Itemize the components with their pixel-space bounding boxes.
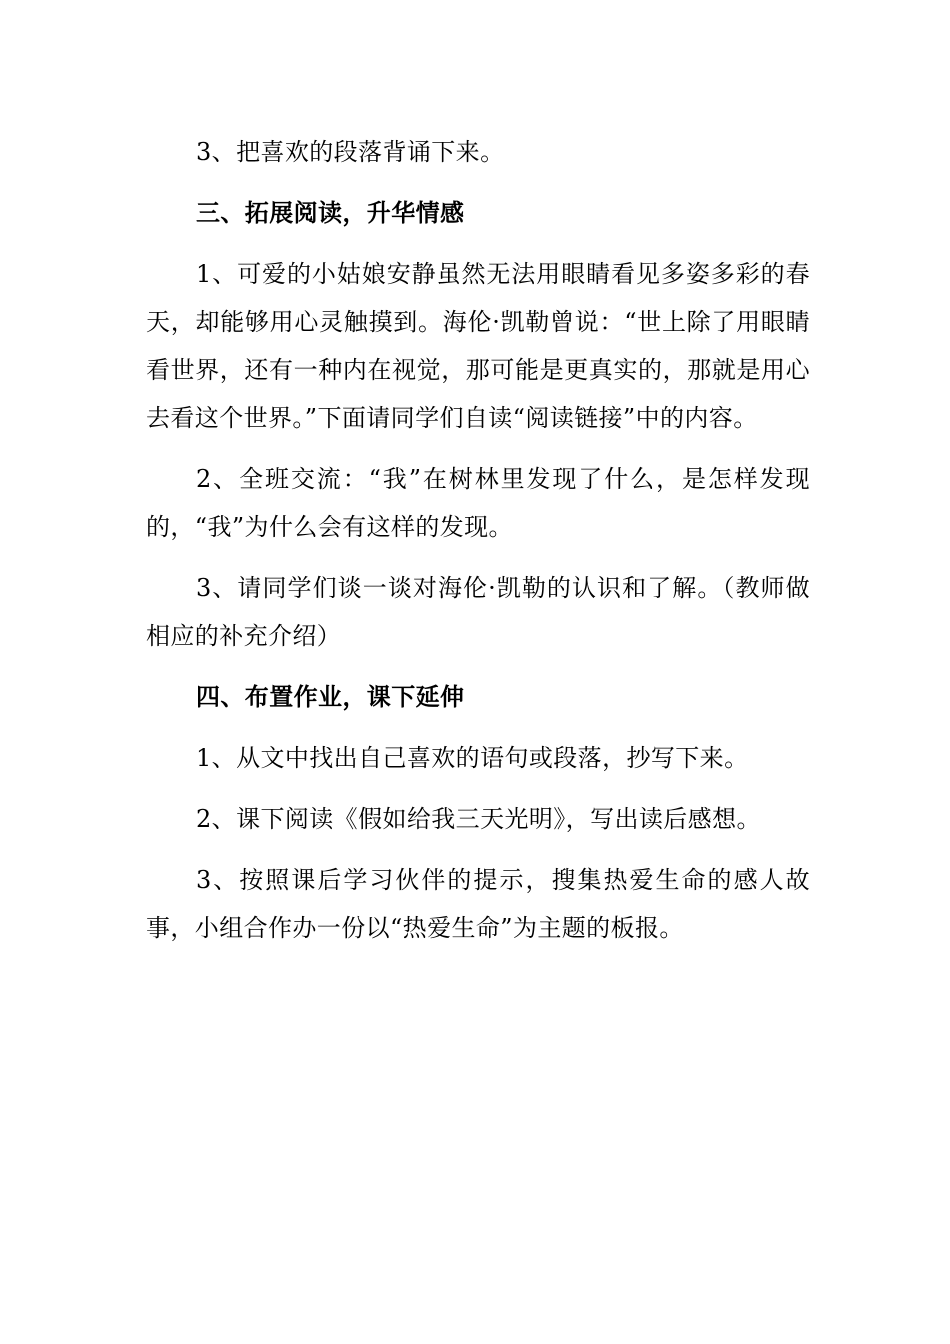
section-heading-extended-reading: 三、拓展阅读，升华情感 xyxy=(196,199,465,227)
item-collect-stories: 3、按照课后学习伙伴的提示，搜集热爱生命的感人故事，小组合作办一份以“热爱生命”为主题的板报。 xyxy=(146,866,810,942)
item-class-discussion: 2、全班交流：“我”在树林里发现了什么，是怎样发现的，“我”为什么会有这样的发现。 xyxy=(146,465,810,541)
item-reading-link-intro: 1、可爱的小姑娘安静虽然无法用眼睛看见多姿多彩的春天，却能够用心灵触摸到。海伦·凯勒曾说：“世上除了用眼睛看世界，还有一种内在视觉，那可能是更真实的，那就是用心去看这个世界。”下面请同学们自读“阅读链接”中的内容。 xyxy=(146,260,810,432)
item-copy-sentences: 1、从文中找出自己喜欢的语句或段落，抄写下来。 xyxy=(196,744,749,772)
item-recite-paragraph: 3、把喜欢的段落背诵下来。 xyxy=(196,138,505,166)
item-read-book: 2、课下阅读《假如给我三天光明》，写出读后感想。 xyxy=(196,805,761,833)
section-heading-homework: 四、布置作业，课下延伸 xyxy=(196,683,465,711)
item-helen-keller-discussion: 3、请同学们谈一谈对海伦·凯勒的认识和了解。（教师做相应的补充介绍） xyxy=(146,574,810,650)
document-body xyxy=(146,128,810,952)
